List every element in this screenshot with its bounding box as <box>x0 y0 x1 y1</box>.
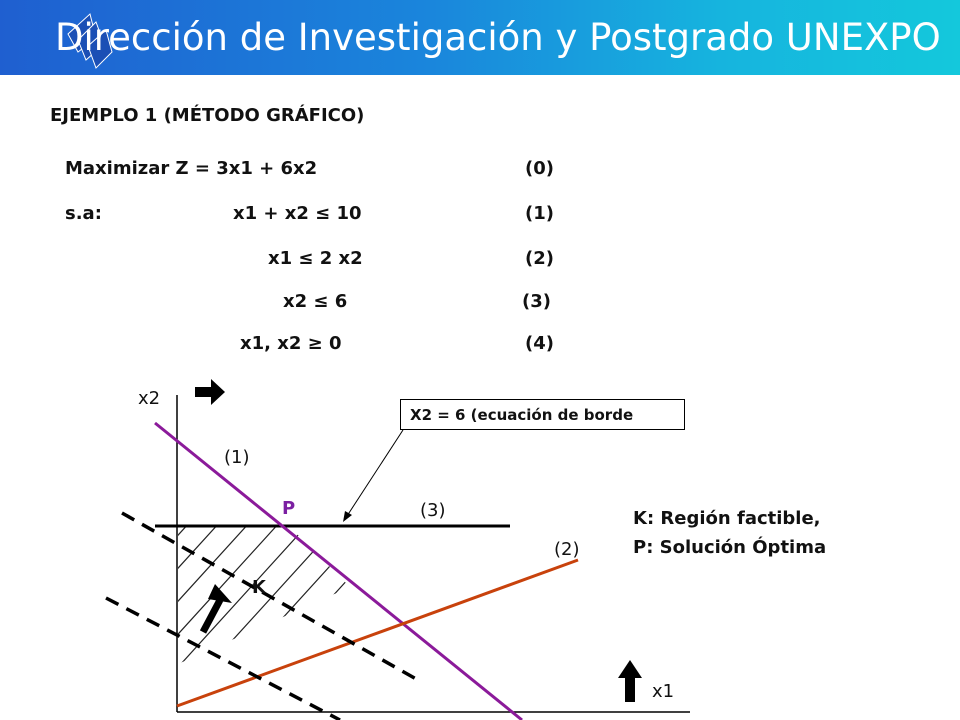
objective-line-dashed-1 <box>122 513 418 680</box>
up-arrow-icon <box>618 660 642 702</box>
equation-number-3: (3) <box>522 291 551 312</box>
page-title: Dirección de Investigación y Postgrado UNEXPO <box>55 16 941 59</box>
callout-box <box>400 399 685 430</box>
line-1-label: (1) <box>224 447 250 468</box>
constraint-3: x2 ≤ 6 <box>283 291 348 312</box>
line-2-label: (2) <box>554 539 580 560</box>
callout-arrow-head-icon <box>343 511 352 522</box>
feasible-region-hatching <box>10 500 480 720</box>
gradient-arrow-shaft <box>203 600 220 632</box>
legend-region: K: Región factible, <box>633 508 821 529</box>
x-axis-label: x1 <box>652 681 675 702</box>
constraint-1: x1 + x2 ≤ 10 <box>233 203 362 224</box>
optimal-point-label: P <box>282 498 296 519</box>
equation-number-4: (4) <box>525 333 554 354</box>
constraint-2: x1 ≤ 2 x2 <box>268 248 363 269</box>
constraint-line-1 <box>155 423 522 720</box>
callout-pointer <box>347 430 403 516</box>
gradient-arrow-head-icon <box>208 584 232 603</box>
callout-text: X2 = 6 (ecuación de borde <box>410 406 634 424</box>
line-3-label: (3) <box>420 500 446 521</box>
legend-solution: P: Solución Óptima <box>633 537 827 558</box>
constraint-4: x1, x2 ≥ 0 <box>240 333 342 354</box>
equation-number-1: (1) <box>525 203 554 224</box>
subject-to-label: s.a: <box>65 203 102 224</box>
constraint-line-2 <box>177 560 578 706</box>
right-arrow-icon <box>195 379 225 405</box>
equation-number-0: (0) <box>525 158 554 179</box>
equation-number-2: (2) <box>525 248 554 269</box>
y-axis-label: x2 <box>138 388 161 409</box>
feasible-region-label: K <box>252 577 266 598</box>
section-title: EJEMPLO 1 (MÉTODO GRÁFICO) <box>50 105 365 126</box>
objective-function: Maximizar Z = 3x1 + 6x2 <box>65 158 318 179</box>
